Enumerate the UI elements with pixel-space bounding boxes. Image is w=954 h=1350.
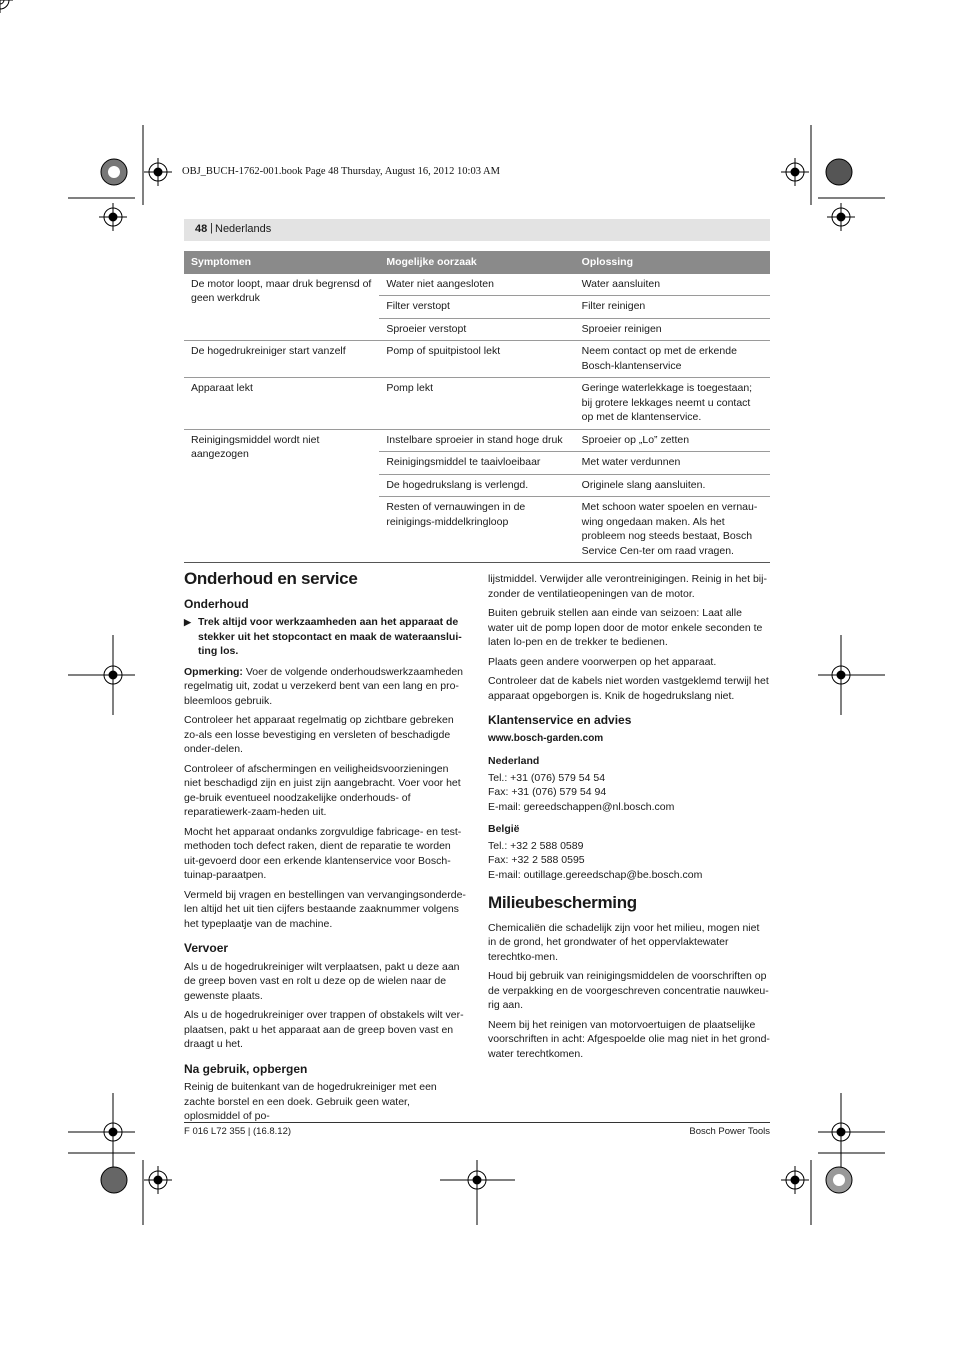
be-fax: Fax: +32 2 588 0595 <box>488 854 585 866</box>
solution-cell: Sproeier reinigen <box>575 318 770 341</box>
table-row <box>184 378 770 430</box>
cause-cell: De hogedrukslang is verlengd. <box>379 474 574 497</box>
country-belgie: België <box>488 823 520 835</box>
header-oplossing: Oplossing <box>575 251 770 274</box>
nl-fax: Fax: +31 (076) 579 54 94 <box>488 786 607 798</box>
solution-cell: Neem contact op met de erkende Bosch-klantenservice <box>575 341 770 378</box>
cause-cell: Filter verstopt <box>379 296 574 319</box>
header-oorzaak: Mogelijke oorzaak <box>379 251 574 274</box>
nl-email[interactable]: E-mail: gereedschappen@nl.bosch.com <box>488 800 675 813</box>
paragraph: Mocht het apparaat ondanks zorgvuldige fabricage- en test-methoden toch defect raken, dient de reparatie te worden uit-gevoerd door een erkende klantenservice voor Bosch-tuinap-paraatpen. <box>184 825 462 881</box>
header-language: Nederlands <box>215 223 272 235</box>
website-link[interactable]: www.bosch-garden.com <box>488 732 604 744</box>
solution-cell: Sproeier op „Lo” zetten <box>575 429 770 452</box>
nl-phone: Tel.: +31 (076) 579 54 54 <box>488 771 606 784</box>
solution-cell: Filter reinigen <box>575 296 770 319</box>
triangle-right-icon: ▶ <box>184 617 191 627</box>
note-label: Opmerking: <box>184 665 243 678</box>
footer-brand: Bosch Power Tools <box>689 1126 770 1137</box>
section-title-onderhoud-service: Onderhoud en service <box>184 569 358 588</box>
cause-cell: Pomp of spuitpistool lekt <box>379 341 574 378</box>
left-column <box>184 569 466 1129</box>
page-number: 48 <box>195 223 208 235</box>
cause-cell: Pomp lekt <box>379 378 574 430</box>
section-title-milieubescherming: Milieubescherming <box>488 893 637 912</box>
paragraph: Chemicaliën die schadelijk zijn voor het milieu, mogen niet in de grond, het grondwater of het oppervlaktewater terechtko-men. <box>488 921 760 963</box>
solution-cell: Met water verdunnen <box>575 452 770 475</box>
table-row <box>184 274 770 296</box>
safety-warning <box>184 615 466 659</box>
be-phone: Tel.: +32 2 588 0589 <box>488 839 584 852</box>
solution-cell: Originele slang aansluiten. <box>575 474 770 497</box>
paragraph: Buiten gebruik stellen aan einde van seizoen: Laat alle water uit de pomp lopen door de motor enkele seconden te laten lo-pen en de trekker te bedienen. <box>488 607 763 648</box>
header-symptomen: Symptomen <box>184 251 379 274</box>
paragraph: Controleer het apparaat regelmatig op zichtbare gebreken zo-als een losse bevestiging en versleten of beschadigde onder-delen. <box>184 714 454 755</box>
note-paragraph <box>184 665 466 709</box>
page-header <box>184 219 770 241</box>
cause-cell: Resten of vernauwingen in de reinigings-middelkringloop <box>379 497 574 563</box>
paragraph: Plaats geen andere voorwerpen op het apparaat. <box>488 655 717 668</box>
header-separator: | <box>210 222 213 234</box>
cause-cell: Instelbare sproeier in stand hoge druk <box>379 429 574 452</box>
heading-na-gebruik: Na gebruik, opbergen <box>184 1061 308 1076</box>
symptom-cell: Apparaat lekt <box>184 378 379 430</box>
be-email[interactable]: E-mail: outillage.gereedschap@be.bosch.com <box>488 868 703 881</box>
right-column <box>488 572 770 1066</box>
note-text: Voer de volgende onderhoudswerkzaamheden regelmatig uit, zodat u verzekerd bent van een lang en pro-bleemloos gebruik. <box>184 665 464 707</box>
footer-divider <box>184 1122 770 1123</box>
table-header-row <box>184 251 770 274</box>
heading-klantenservice: Klantenservice en advies <box>488 713 632 727</box>
troubleshooting-table <box>184 251 770 563</box>
paragraph: Controleer dat de kabels niet worden vastgeklemd terwijl het apparaat opgeborgen is. Knik de hogedrukslang niet. <box>488 675 769 702</box>
solution-cell: Met schoon water spoelen en vernau-wing ongedaan maken. Als het probleem nog steeds bestaat, Bosch Service Cen-ter om raad vragen. <box>575 497 770 563</box>
cause-cell: Water niet aangesloten <box>379 274 574 296</box>
country-nederland: Nederland <box>488 755 540 767</box>
print-info: OBJ_BUCH-1762-001.book Page 48 Thursday, August 16, 2012 10:03 AM <box>182 166 500 177</box>
paragraph: Vermeld bij vragen en bestellingen van vervangingsonderde-len altijd het uit tien cijfers bestaande zaaknummer volgens het typeplaatje van de machine. <box>184 888 466 930</box>
paragraph: Houd bij gebruik van reinigingsmiddelen de voorschriften op de verpakking en de voorgeschreven concentratie nauwkeu-rig aan. <box>488 970 769 1011</box>
paragraph: Als u de hogedrukreiniger over trappen of obstakels wilt ver-plaatsen, pakt u het apparaat aan de greep boven vast en draagt u het. <box>184 1009 464 1050</box>
paragraph: Reinig de buitenkant van de hogedrukreiniger met een zachte borstel en een doek. Gebruik geen water, oplosmiddel of po- <box>184 1081 437 1122</box>
table-row <box>184 341 770 378</box>
table-row <box>184 429 770 452</box>
cause-cell: Sproeier verstopt <box>379 318 574 341</box>
paragraph: lijstmiddel. Verwijder alle verontreinigingen. Reinig in het bij-zonder de ventilatieopeningen van de motor. <box>488 573 767 600</box>
symptom-cell: De hogedrukreiniger start vanzelf <box>184 341 379 378</box>
heading-onderhoud: Onderhoud <box>184 596 249 611</box>
heading-vervoer: Vervoer <box>184 941 229 955</box>
cause-cell: Reinigingsmiddel te taaivloeibaar <box>379 452 574 475</box>
warning-text: Trek altijd voor werkzaamheden aan het apparaat de stekker uit het stopcontact en maak de wateraanslui-ting los. <box>198 616 462 657</box>
footer-document-code: F 016 L72 355 | (16.8.12) <box>184 1126 292 1137</box>
solution-cell: Geringe waterlekkage is toegestaan; bij grotere lekkages neemt u contact op met de klantenservice. <box>575 378 770 430</box>
paragraph: Als u de hogedrukreiniger wilt verplaatsen, pakt u deze aan de greep boven vast en rolt u deze op de wielen naar de gewenste plaats. <box>184 960 460 1002</box>
symptom-cell: De motor loopt, maar druk begrensd of geen werkdruk <box>184 274 379 341</box>
solution-cell: Water aansluiten <box>575 274 770 296</box>
paragraph: Neem bij het reinigen van motorvoertuigen de plaatselijke voorschriften in acht: Afgespoelde olie mag niet in het grond-water terechtkomen. <box>488 1018 770 1060</box>
paragraph: Controleer of afschermingen en veiligheidsvoorzieningen niet beschadigd zijn en juist zijn aangebracht. Voer voor het ge-bruik eventueel noodzakelijke onderhouds- of reparatiewerk-zaam-heden uit. <box>184 762 461 818</box>
symptom-cell: Reinigingsmiddel wordt niet aangezogen <box>184 429 379 563</box>
